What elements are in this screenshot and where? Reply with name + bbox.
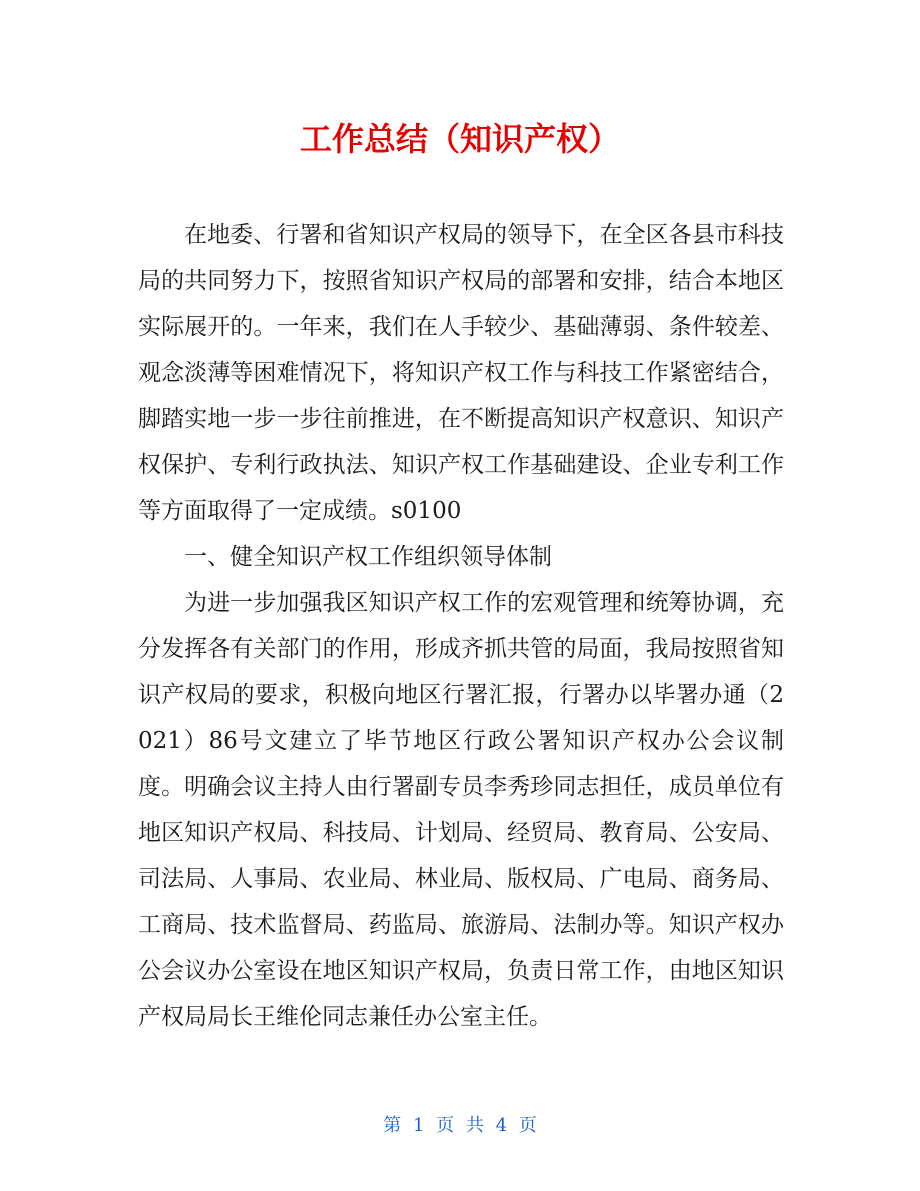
document-title: 工作总结（知识产权）: [299, 120, 620, 158]
paragraph-section-1: 为进一步加强我区知识产权工作的宏观管理和统筹协调，充分发挥各有关部门的作用，形成齐抓共管的局面，我局按照省知识产权局的要求，积极向地区行署汇报，行署办以毕署办通（2021）86号文建立了毕节地区行政公署知识产权办公会议制度。明确会议主持人由行署副专员李秀珍同志担任，成员单位有地区知识产权局、科技局、计划局、经贸局、教育局、公安局、司法局、人事局、农业局、林业局、版权局、广电局、商务局、工商局、技术监督局、药监局、旅游局、法制办等。知识产权办公会议办公室设在地区知识产权局，负责日常工作，由地区知识产权局局长王维伦同志兼任办公室主任。: [138, 590, 784, 1030]
section-heading-1: 一、健全知识产权工作组织领导体制: [184, 544, 552, 570]
document-body: [138, 212, 784, 1040]
paragraph-intro: 在地委、行署和省知识产权局的领导下，在全区各县市科技局的共同努力下，按照省知识产权局的部署和安排，结合本地区实际展开的。一年来，我们在人手较少、基础薄弱、条件较差、观念淡薄等困难情况下，将知识产权工作与科技工作紧密结合，脚踏实地一步一步往前推进，在不断提高知识产权意识、知识产权保护、专利行政执法、知识产权工作基础建设、企业专利工作等方面取得了一定成绩。s0100: [138, 222, 784, 524]
page-number-footer: 第 1 页 共 4 页: [383, 1115, 537, 1136]
